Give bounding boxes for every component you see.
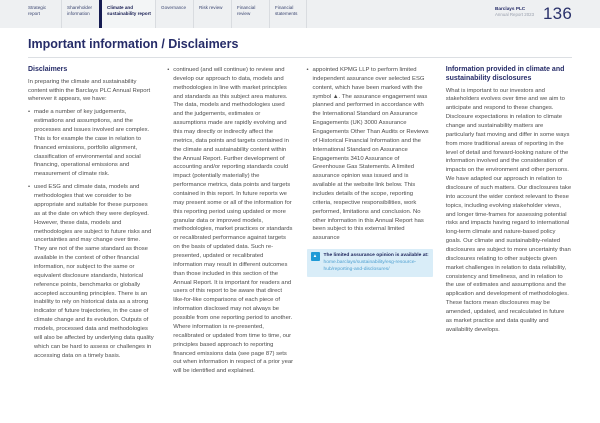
column-methodology bbox=[167, 66, 293, 380]
tab-financial-review[interactable] bbox=[231, 0, 269, 28]
assurance-triangle-icon: ▲ bbox=[311, 252, 320, 261]
methodology-bullet-list bbox=[167, 66, 293, 376]
tab-label: Climate and sustainability report bbox=[107, 5, 151, 16]
tab-risk-review[interactable] bbox=[193, 0, 231, 28]
disclaimers-intro: In preparing the climate and sustainability content within the Barclays PLC Annual Report wherever it appears, we have: bbox=[28, 78, 151, 103]
tab-label: Governance bbox=[161, 5, 187, 10]
brand-subtitle: Annual Report 2023 bbox=[494, 12, 535, 18]
report-tab-bar bbox=[28, 0, 307, 28]
bullet-item: • made a number of key judgements, estimations and assumptions, and the processes and issues involved are complex. This is for example the case in relation to financed emissions, portfolio alignment, classification of environmental and social financing, operational emissions and measurement of climate risk. bbox=[28, 108, 154, 179]
tab-label: Financial statements bbox=[275, 5, 298, 16]
assurance-opinion-link[interactable]: home.barclays/sustainability/esg-resource-hub/reporting-and-disclosures/ bbox=[323, 260, 417, 273]
tab-climate-and-sustainability-report[interactable] bbox=[99, 0, 155, 28]
page-number: 136 bbox=[543, 4, 572, 23]
column-information-provided bbox=[446, 66, 572, 380]
tab-governance[interactable] bbox=[155, 0, 193, 28]
title-divider bbox=[28, 57, 572, 58]
information-provided-heading: Information provided in climate and sustainability disclosures bbox=[445, 66, 565, 82]
content-columns bbox=[28, 66, 572, 380]
disclaimers-heading: Disclaimers bbox=[28, 66, 68, 73]
tab-financial-statements[interactable] bbox=[269, 0, 307, 28]
information-provided-body: What is important to our investors and stakeholders evolves over time and we aim to anticipate and respond to these changes. Disclosure expectations in relation to climate change and sustainability matters are particularly fast moving and differ in some ways from more traditional areas of reporting in the level of detail and forward-looking nature of the information involved and the consideration of impacts on the environment and other persons. We have adapted our approach in relation to disclosure of such matters. Our disclosures take into account the wider context relevant to these topics, including evolving stakeholder views, and longer time-frames for assessing potential risks and impacts having regard to international long-term climate and nature-based policy goals. Our climate and sustainability-related disclosures are subject to more uncertainty than disclosures relating to other subjects given market challenges in relation to data reliability, consistency and timeliness, and in relation to the use of estimates and assumptions and the application and development of methodologies. These factors mean disclosures may be amended, updated, and recalculated in future as market practice and data quality and availability develops. bbox=[445, 87, 572, 333]
brand-name: Barclays PLC bbox=[494, 6, 526, 11]
bullet-item: • continued (and will continue) to review and develop our approach to data, models and methodologies in line with market principles and standards as this subject area matures. The data, models and methodologies used and the judgements, estimates or assumptions made are rapidly evolving and this may directly or indirectly affect the metrics, data points and targets contained in the climate and sustainability content within the Annual Report. Further development of accounting and/or reporting standards could impact (potentially materially) the performance metrics, data points and targets contained in this report. In future reports we may present some or all of the information for this reporting period using updated or more granular data or improved models, methodologies, market practices or standards or recalibrated performance against targets on the basis of updated data. Such re-presented, updated or recalibrated information may result in different outcomes than those included in this section of the Annual Report. It is important for readers and users of this report to be aware that direct like-for-like comparisons of each piece of information disclosed may not always be possible from one reporting period to another. Where information is re-presented, recalibrated or updated from time to time, our principles based approach to reporting financed emissions data (see page 87) sets out when information in respect of a prior year will be identified and explained. bbox=[167, 66, 293, 376]
tab-label: Risk review bbox=[199, 5, 223, 10]
tab-label: Financial review bbox=[237, 5, 256, 16]
callout-lead-text: The limited assurance opinion is available at: bbox=[323, 253, 429, 259]
bullet-item: • used ESG and climate data, models and methodologies that we consider to be appropriate and suitable for these purposes as at the date on which they were deployed. However, these data, models and methodologies are subject to future risks and uncertainties and may change over time. They are not of the same standard as those available in the context of other financial information, nor subject to the same or equivalent disclosure standards, historical reference points, benchmarks or globally accepted accounting principles. There is an inability to rely on historical data as a strong indicator of future trajectories, in the case of climate change and its evolution. Outputs of models, processed data and methodologies will also be affected by underlying data quality which can be hard to assess or challenges in accessing data on a timely basis. bbox=[28, 183, 154, 360]
column-assurance bbox=[307, 66, 433, 380]
disclaimers-bullet-list bbox=[28, 108, 154, 360]
page-title: Important information / Disclaimers bbox=[28, 37, 239, 51]
assurance-bullet-list bbox=[307, 66, 433, 243]
assurance-link-callout bbox=[307, 249, 433, 276]
callout-text bbox=[324, 252, 429, 273]
tab-label: Strategic report bbox=[28, 5, 47, 16]
column-disclaimers bbox=[28, 66, 154, 380]
report-header bbox=[0, 0, 600, 28]
tab-label: Shareholder information bbox=[67, 5, 93, 16]
tab-strategic-report[interactable] bbox=[28, 0, 61, 28]
bullet-item: • appointed KPMG LLP to perform limited independent assurance over selected ESG content, which have been marked with the symbol ▲. The assurance engagement was planned and performed in accordance with the International Standard on Assurance Engagements (UK) 3000 Assurance Engagements Other Than Audits or Reviews of Historical Financial Information and the International Standard on Assurance Engagements 3410 Assurance of Greenhouse Gas Statements. A limited assurance opinion was issued and is available at the website link below. This includes details of the scope, reporting criteria, respective responsibilities, work performed, limitations and conclusion. No other information in this Annual Report has been subject to this external limited assurance bbox=[307, 66, 433, 243]
header-right bbox=[495, 4, 572, 24]
brand-block bbox=[495, 4, 534, 18]
tab-shareholder-information[interactable] bbox=[61, 0, 99, 28]
